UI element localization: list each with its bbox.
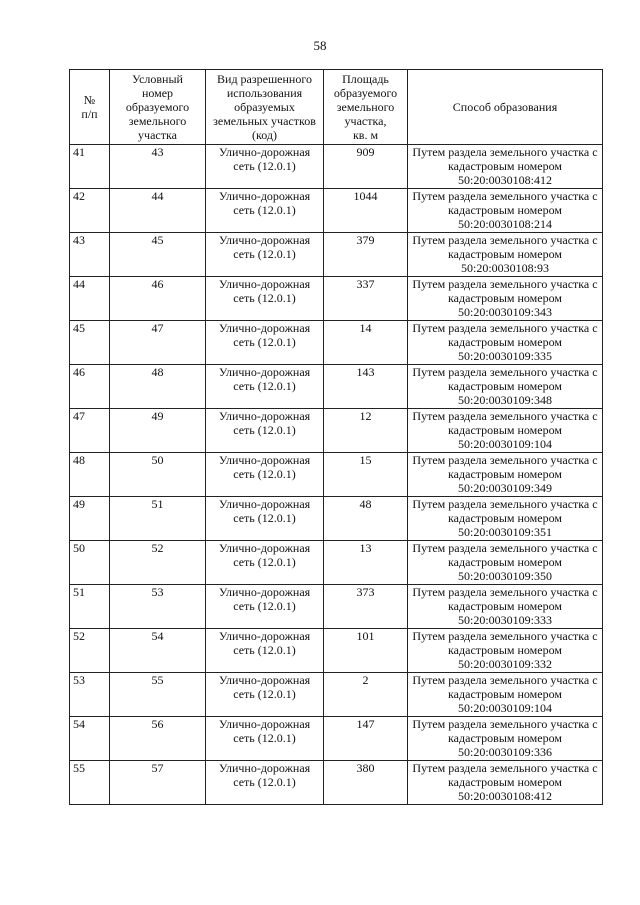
header-row (70, 70, 603, 145)
cell-plot-id: 55 (110, 673, 206, 717)
cell-permitted-use: Улично-дорожная сеть (12.0.1) (206, 497, 324, 541)
table-row (70, 453, 603, 497)
cell-formation-method: Путем раздела земельного участка с кадастровым номером 50:20:0030109:335 (408, 321, 603, 365)
table-row (70, 673, 603, 717)
cell-area: 15 (324, 453, 408, 497)
cell-permitted-use: Улично-дорожная сеть (12.0.1) (206, 365, 324, 409)
cell-permitted-use: Улично-дорожная сеть (12.0.1) (206, 145, 324, 189)
table-row (70, 277, 603, 321)
cell-formation-method: Путем раздела земельного участка с кадастровым номером 50:20:0030109:333 (408, 585, 603, 629)
table-row (70, 409, 603, 453)
cell-formation-method: Путем раздела земельного участка с кадастровым номером 50:20:0030109:349 (408, 453, 603, 497)
cell-permitted-use: Улично-дорожная сеть (12.0.1) (206, 673, 324, 717)
header-permitted-use: Вид разрешенного использования образуемых земельных участков (код) (206, 70, 324, 145)
cell-permitted-use: Улично-дорожная сеть (12.0.1) (206, 277, 324, 321)
table-row (70, 761, 603, 805)
cell-permitted-use: Улично-дорожная сеть (12.0.1) (206, 629, 324, 673)
cell-number: 53 (70, 673, 110, 717)
cell-plot-id: 46 (110, 277, 206, 321)
cell-plot-id: 48 (110, 365, 206, 409)
header-formation-method: Способ образования (408, 70, 603, 145)
table-row (70, 321, 603, 365)
cell-formation-method: Путем раздела земельного участка с кадастровым номером 50:20:0030109:332 (408, 629, 603, 673)
cell-number: 46 (70, 365, 110, 409)
cell-area: 2 (324, 673, 408, 717)
cell-formation-method: Путем раздела земельного участка с кадастровым номером 50:20:0030109:343 (408, 277, 603, 321)
cell-permitted-use: Улично-дорожная сеть (12.0.1) (206, 321, 324, 365)
cell-permitted-use: Улично-дорожная сеть (12.0.1) (206, 585, 324, 629)
header-plot-id: Условный номер образуемого земельного участка (110, 70, 206, 145)
cell-plot-id: 47 (110, 321, 206, 365)
table-row (70, 189, 603, 233)
cell-number: 54 (70, 717, 110, 761)
cell-formation-method: Путем раздела земельного участка с кадастровым номером 50:20:0030108:93 (408, 233, 603, 277)
cell-area: 48 (324, 497, 408, 541)
cell-plot-id: 51 (110, 497, 206, 541)
table-body (70, 145, 603, 805)
cell-permitted-use: Улично-дорожная сеть (12.0.1) (206, 541, 324, 585)
cell-permitted-use: Улично-дорожная сеть (12.0.1) (206, 233, 324, 277)
cell-area: 379 (324, 233, 408, 277)
land-plots-table (69, 69, 603, 805)
cell-formation-method: Путем раздела земельного участка с кадастровым номером 50:20:0030108:214 (408, 189, 603, 233)
cell-permitted-use: Улично-дорожная сеть (12.0.1) (206, 453, 324, 497)
cell-area: 147 (324, 717, 408, 761)
cell-permitted-use: Улично-дорожная сеть (12.0.1) (206, 409, 324, 453)
cell-plot-id: 57 (110, 761, 206, 805)
cell-area: 14 (324, 321, 408, 365)
cell-area: 12 (324, 409, 408, 453)
cell-plot-id: 49 (110, 409, 206, 453)
cell-plot-id: 53 (110, 585, 206, 629)
cell-plot-id: 45 (110, 233, 206, 277)
cell-formation-method: Путем раздела земельного участка с кадастровым номером 50:20:0030109:351 (408, 497, 603, 541)
table-row (70, 233, 603, 277)
cell-number: 51 (70, 585, 110, 629)
cell-plot-id: 52 (110, 541, 206, 585)
cell-area: 380 (324, 761, 408, 805)
page-number: 58 (313, 38, 327, 53)
cell-number: 50 (70, 541, 110, 585)
cell-permitted-use: Улично-дорожная сеть (12.0.1) (206, 717, 324, 761)
cell-area: 909 (324, 145, 408, 189)
cell-number: 43 (70, 233, 110, 277)
cell-formation-method: Путем раздела земельного участка с кадастровым номером 50:20:0030109:348 (408, 365, 603, 409)
table-row (70, 541, 603, 585)
cell-number: 45 (70, 321, 110, 365)
cell-area: 101 (324, 629, 408, 673)
table-row (70, 497, 603, 541)
table-header (70, 70, 603, 145)
cell-plot-id: 44 (110, 189, 206, 233)
cell-number: 42 (70, 189, 110, 233)
cell-permitted-use: Улично-дорожная сеть (12.0.1) (206, 761, 324, 805)
cell-formation-method: Путем раздела земельного участка с кадастровым номером 50:20:0030109:336 (408, 717, 603, 761)
cell-number: 55 (70, 761, 110, 805)
cell-formation-method: Путем раздела земельного участка с кадастровым номером 50:20:0030108:412 (408, 145, 603, 189)
cell-permitted-use: Улично-дорожная сеть (12.0.1) (206, 189, 324, 233)
cell-formation-method: Путем раздела земельного участка с кадастровым номером 50:20:0030109:104 (408, 673, 603, 717)
cell-area: 13 (324, 541, 408, 585)
cell-formation-method: Путем раздела земельного участка с кадастровым номером 50:20:0030109:350 (408, 541, 603, 585)
header-number: № п/п (70, 70, 110, 145)
table-row (70, 365, 603, 409)
cell-plot-id: 56 (110, 717, 206, 761)
cell-formation-method: Путем раздела земельного участка с кадастровым номером 50:20:0030109:104 (408, 409, 603, 453)
cell-area: 143 (324, 365, 408, 409)
cell-plot-id: 50 (110, 453, 206, 497)
cell-number: 44 (70, 277, 110, 321)
cell-number: 48 (70, 453, 110, 497)
cell-area: 337 (324, 277, 408, 321)
cell-number: 47 (70, 409, 110, 453)
cell-plot-id: 43 (110, 145, 206, 189)
cell-area: 373 (324, 585, 408, 629)
cell-plot-id: 54 (110, 629, 206, 673)
cell-number: 41 (70, 145, 110, 189)
cell-area: 1044 (324, 189, 408, 233)
table-row (70, 629, 603, 673)
table-row (70, 145, 603, 189)
cell-number: 52 (70, 629, 110, 673)
cell-number: 49 (70, 497, 110, 541)
table-row (70, 585, 603, 629)
table-row (70, 717, 603, 761)
cell-formation-method: Путем раздела земельного участка с кадастровым номером 50:20:0030108:412 (408, 761, 603, 805)
header-area: Площадь образуемого земельного участка, кв. м (324, 70, 408, 145)
